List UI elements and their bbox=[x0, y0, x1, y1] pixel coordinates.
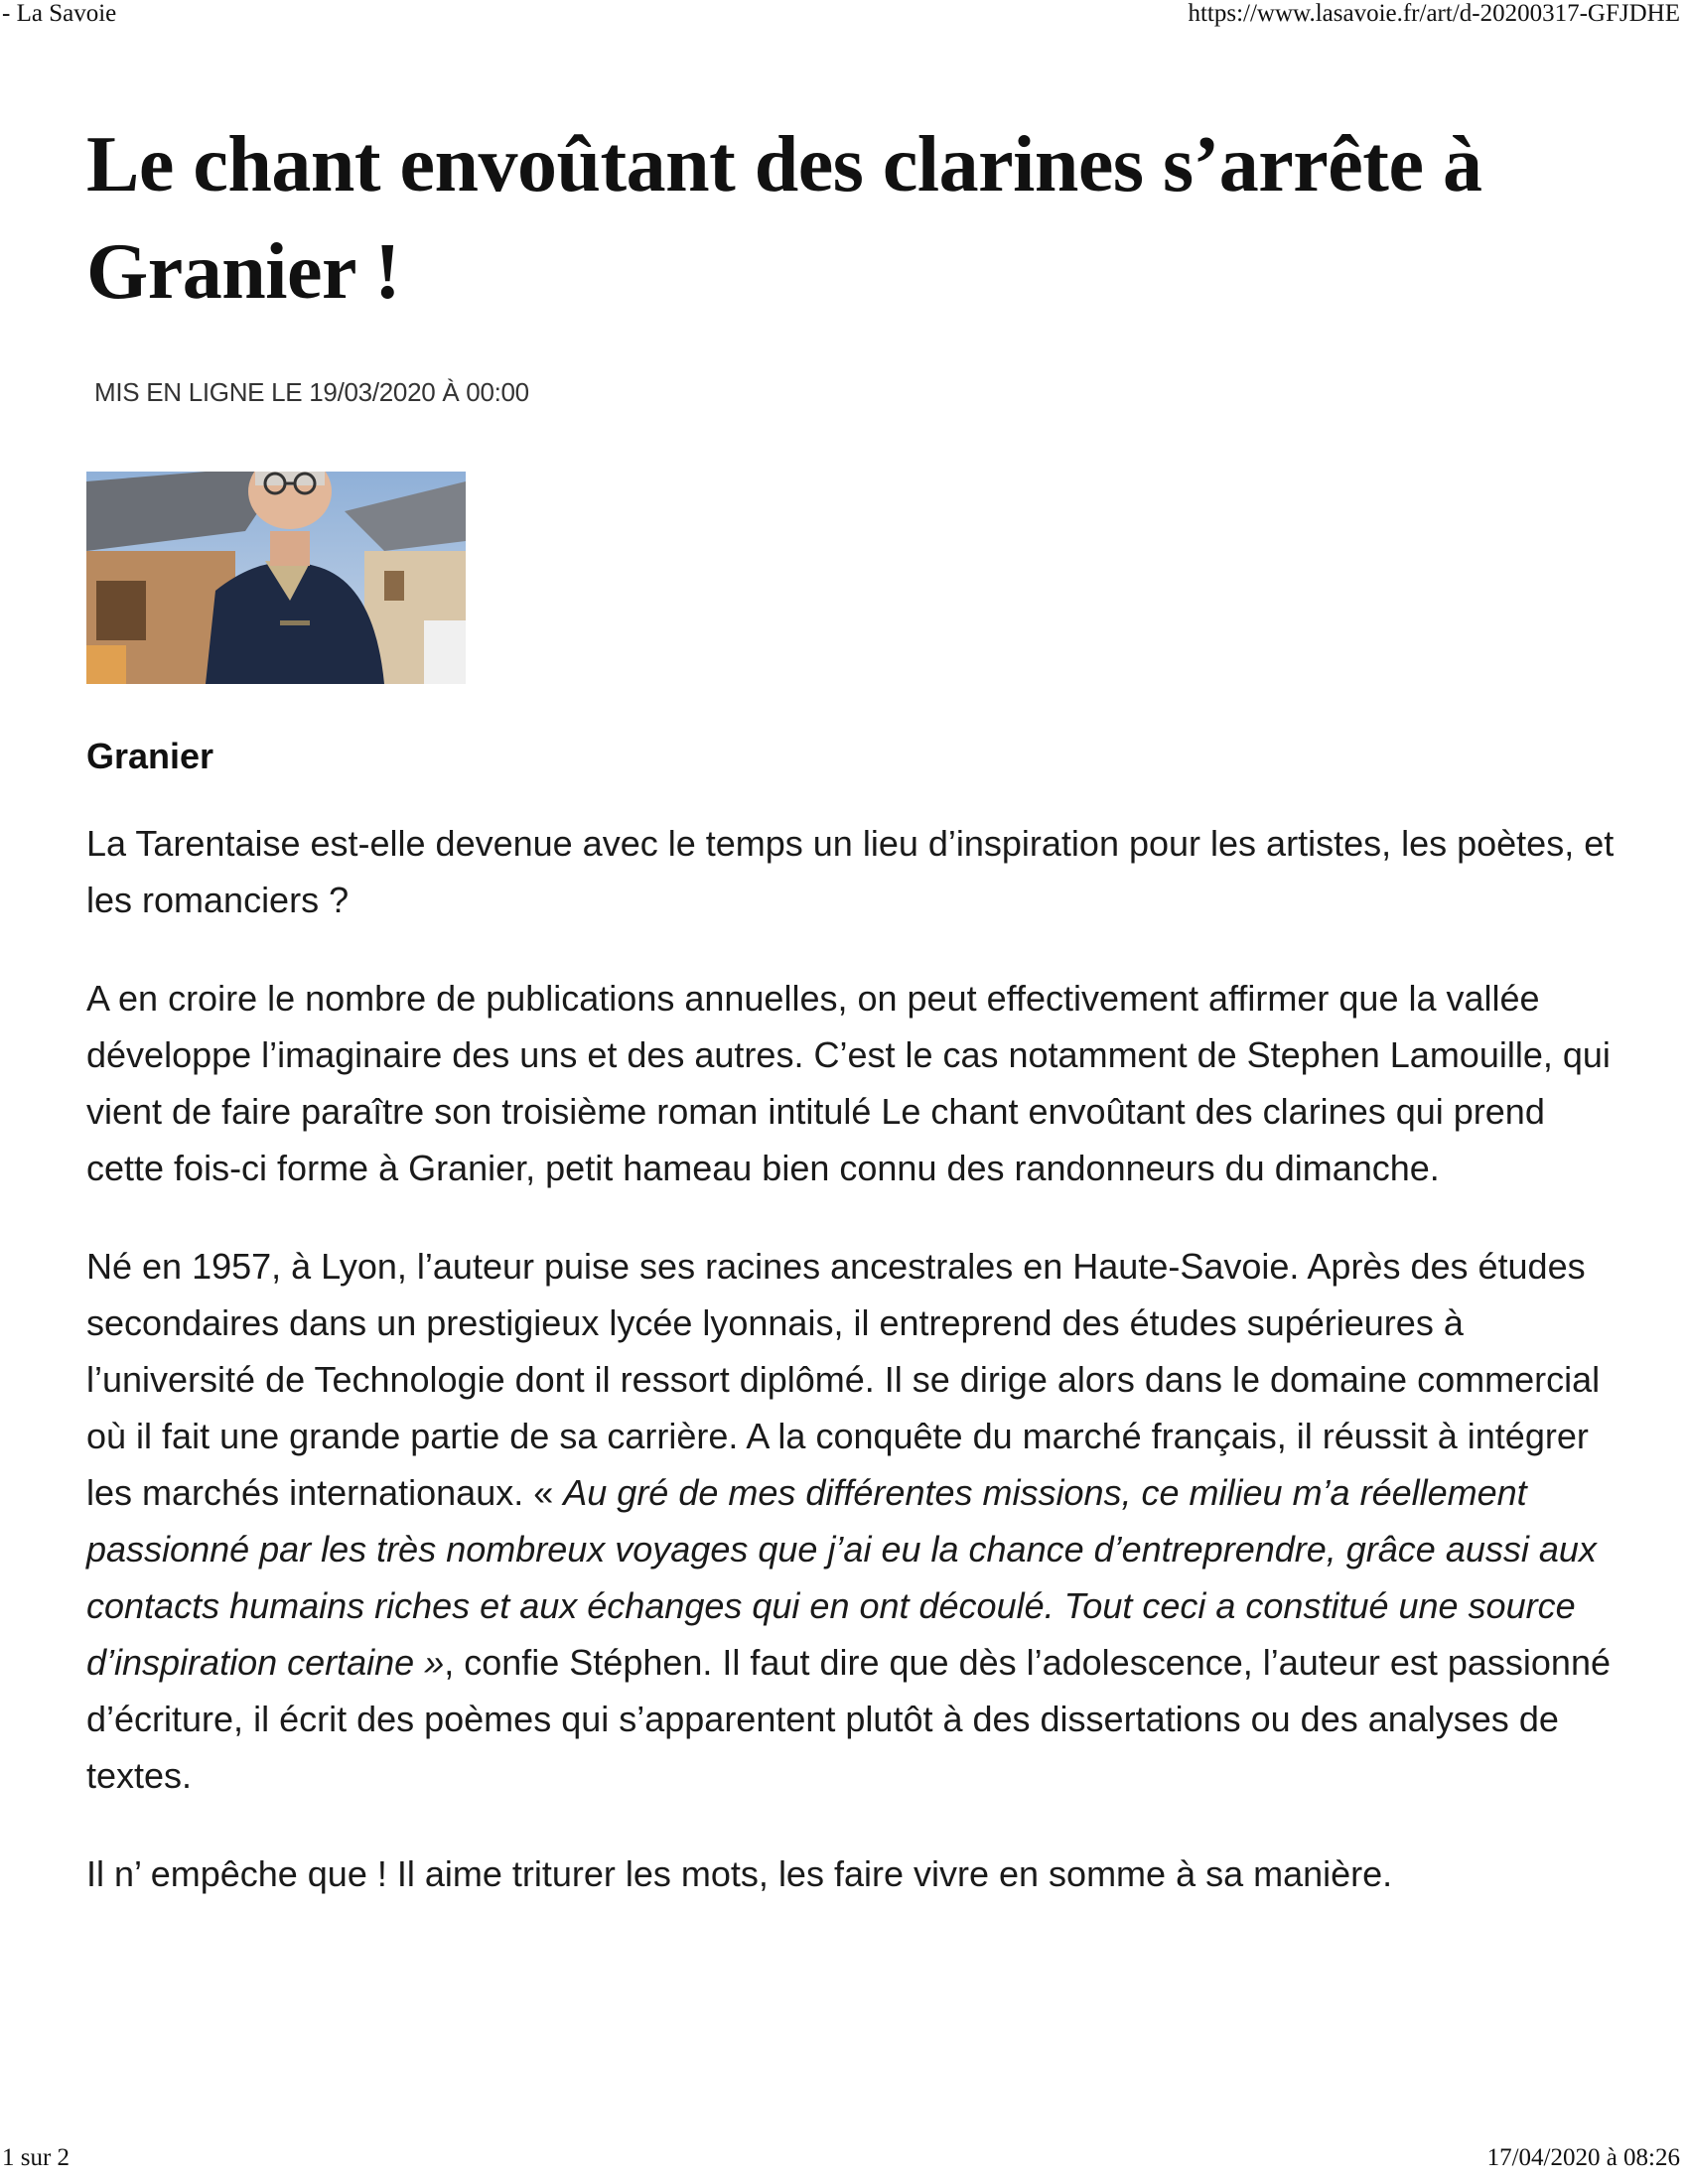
print-header-url[interactable]: https://www.lasavoie.fr/art/d-20200317-GFJDHE bbox=[1188, 0, 1680, 27]
publication-date: MIS EN LIGNE LE 19/03/2020 À 00:00 bbox=[94, 377, 529, 407]
article-paragraph-4: Il n’ empêche que ! Il aime triturer les mots, les faire vivre en somme à sa manière. bbox=[86, 1853, 1393, 1894]
article-paragraph-3 bbox=[86, 1238, 1616, 1804]
paragraph-3-text-end: , confie Stéphen. Il faut dire que dès l’adolescence, l’auteur est passionné d’écriture, il écrit des poèmes qui s’apparentent plutôt à des dissertations ou des analyses de textes. bbox=[86, 1642, 1611, 1796]
print-timestamp: 17/04/2020 à 08:26 bbox=[1486, 2144, 1680, 2171]
article-location: Granier bbox=[86, 736, 214, 776]
article-paragraph-1: La Tarentaise est-elle devenue avec le temps un lieu d’inspiration pour les artistes, les poètes, et les romanciers ? bbox=[86, 823, 1615, 920]
print-header bbox=[0, 0, 1688, 30]
print-footer bbox=[0, 2144, 1688, 2174]
article bbox=[86, 111, 1616, 1902]
page-count: 1 sur 2 bbox=[2, 2144, 70, 2171]
author-photo-illustration bbox=[86, 472, 466, 684]
author-photo bbox=[86, 472, 466, 684]
print-header-site: - La Savoie bbox=[2, 0, 117, 27]
paragraph-3-text: Né en 1957, à Lyon, l’auteur puise ses racines ancestrales en Haute-Savoie. Après des études secondaires dans un prestigieux lycée lyonnais, il entreprend des études supérieures à l’université de Technologie dont il ressort diplômé. Il se dirige alors dans le domaine commercial où il fait une grande partie de sa carrière. A la conquête du marché français, il réussit à intégrer les marchés internationaux. « bbox=[86, 1246, 1601, 1513]
author-quote: Au gré de mes différentes missions, ce milieu m’a réellement passionné par les très nombreux voyages que j’ai eu la chance d’entreprendre, grâce aussi aux contacts humains riches et aux échanges qui en ont découlé. Tout ceci a constitué une source d’inspiration certaine » bbox=[86, 1472, 1597, 1683]
article-paragraph-2: A en croire le nombre de publications annuelles, on peut effectivement affirmer que la vallée développe l’imaginaire des uns et des autres. C’est le cas notamment de Stephen Lamouille, qui vient de faire paraître son troisième roman intitulé Le chant envoûtant des clarines qui prend cette fois-ci forme à Granier, petit hameau bien connu des randonneurs du dimanche. bbox=[86, 978, 1611, 1188]
article-title: Le chant envoûtant des clarines s’arrête à Granier ! bbox=[86, 121, 1482, 316]
